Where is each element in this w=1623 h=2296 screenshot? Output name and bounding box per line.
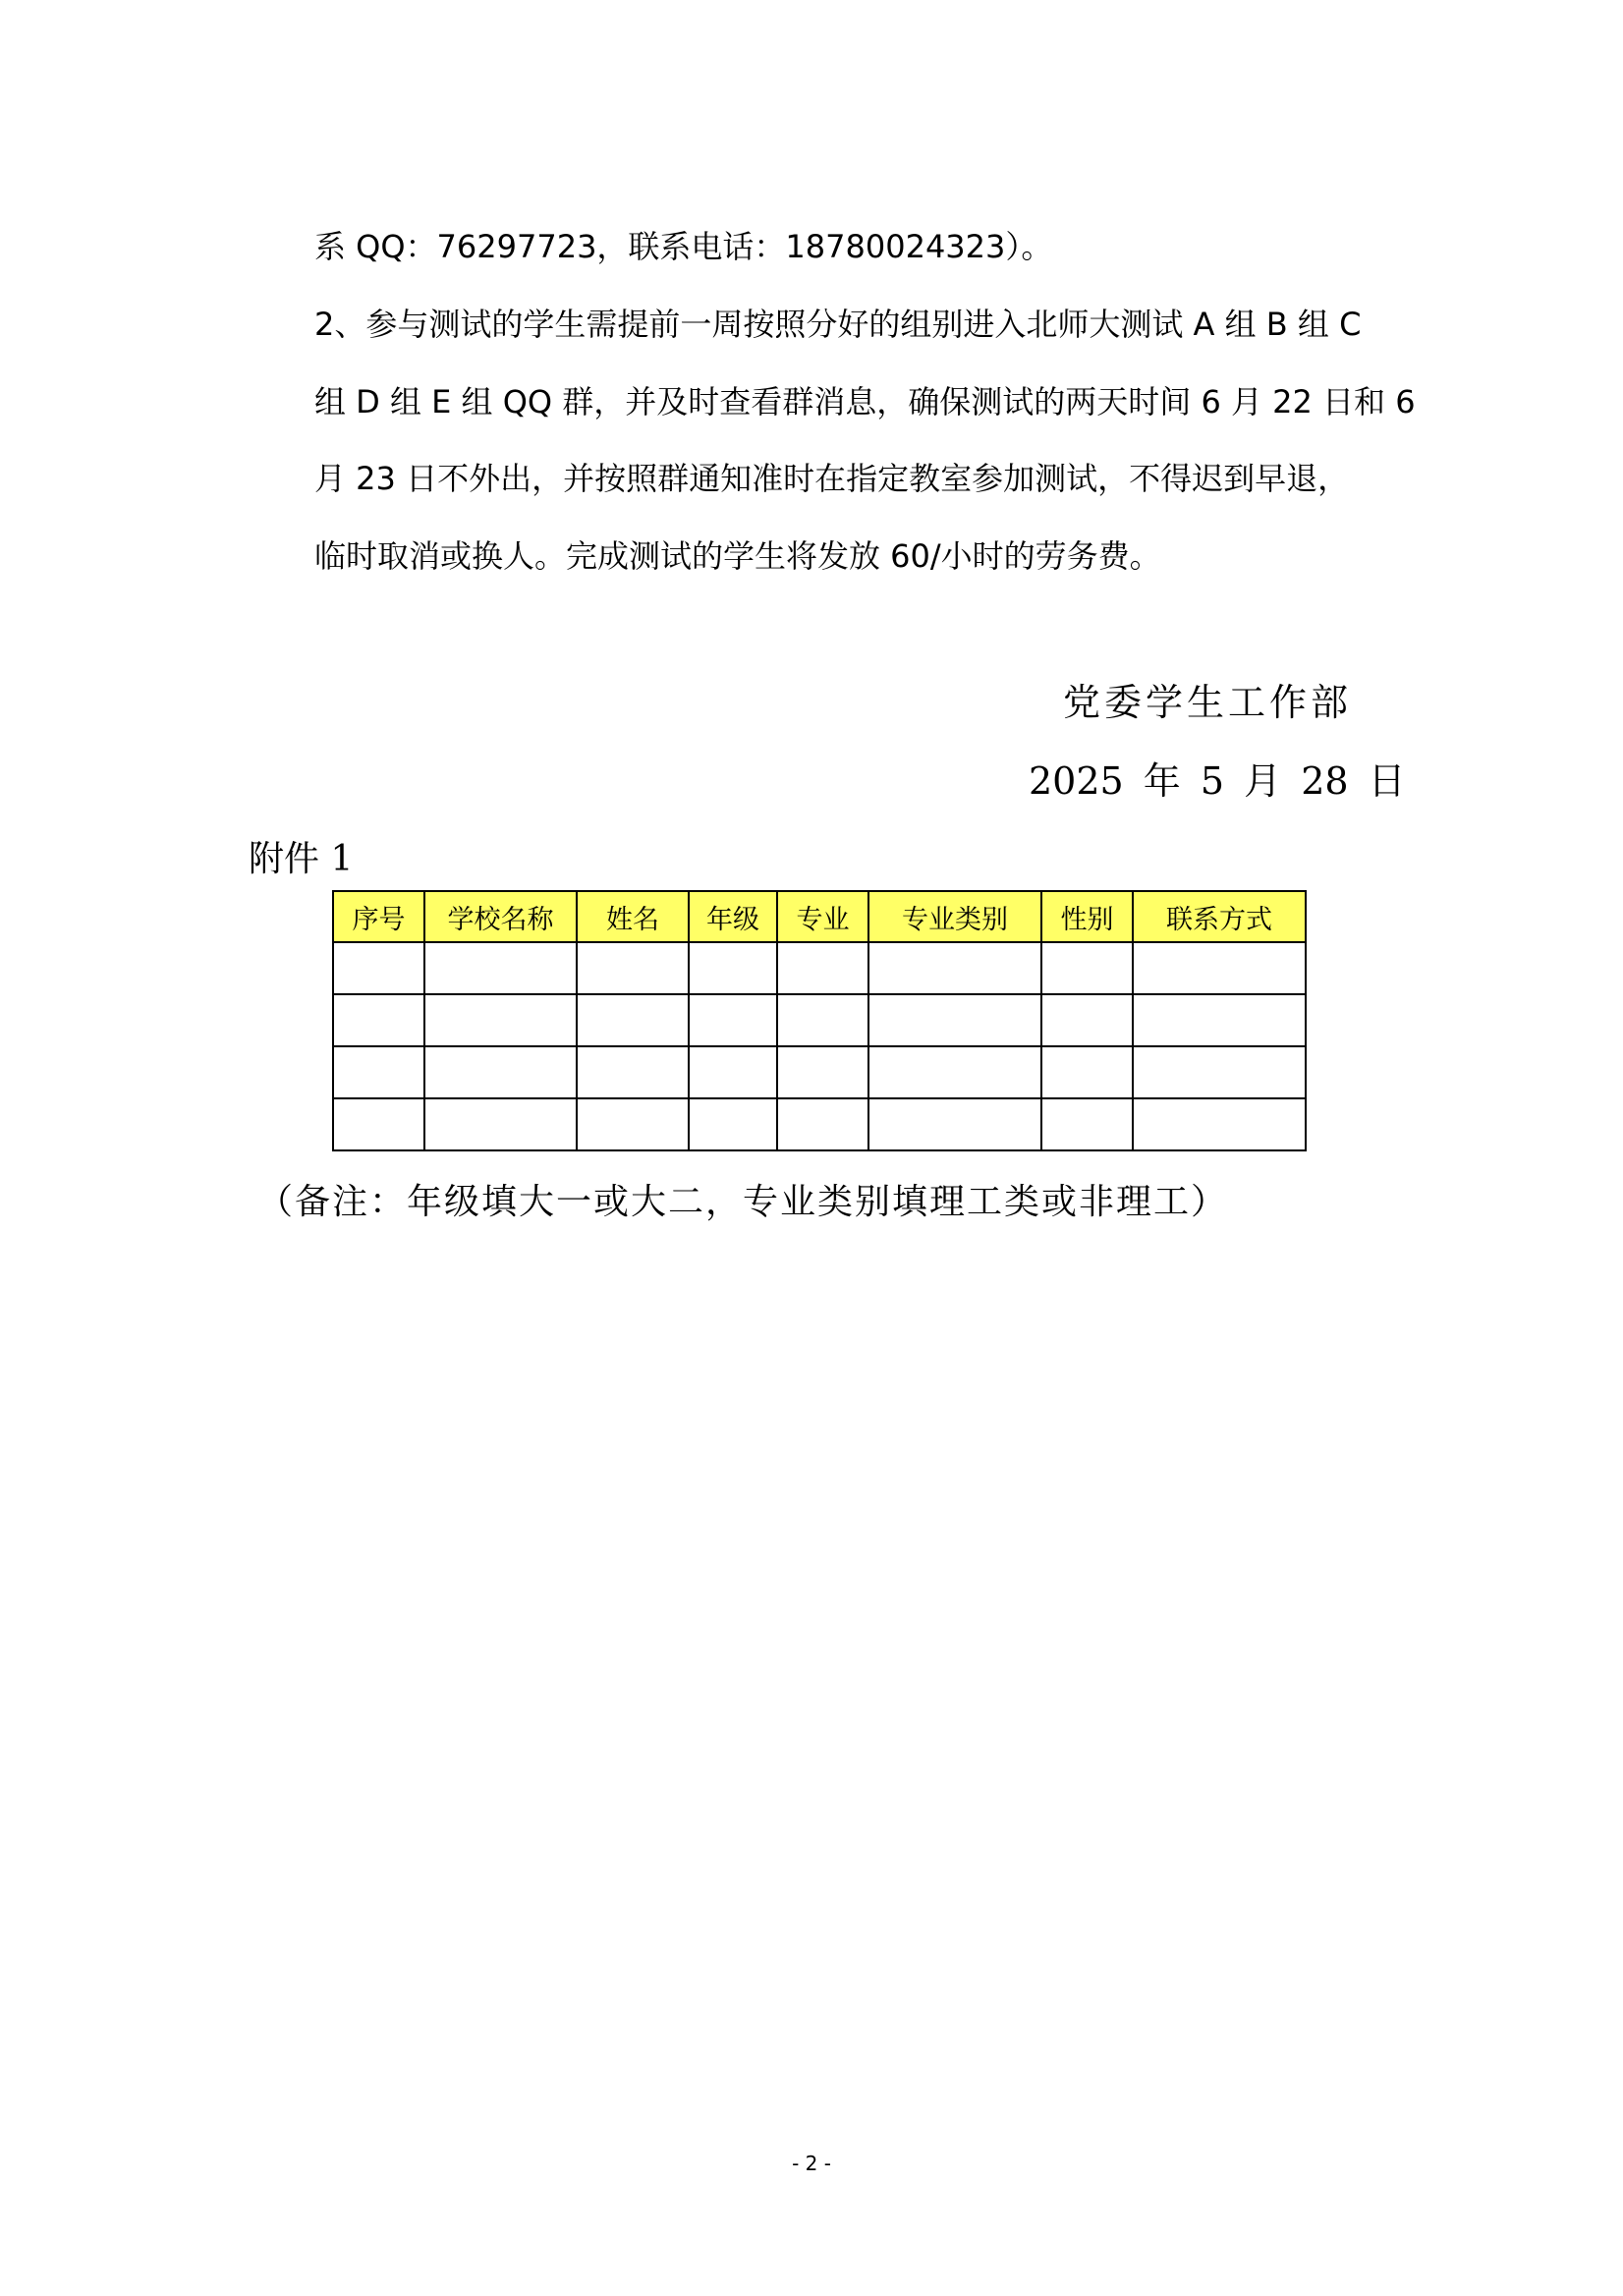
table-cell <box>777 942 868 994</box>
table-cell <box>1041 1098 1133 1150</box>
table-cell <box>577 994 689 1046</box>
table-header-row <box>333 891 1306 942</box>
header-grade: 年级 <box>689 891 777 942</box>
table-cell <box>577 1098 689 1150</box>
attachment-label: 附件 1 <box>249 839 354 879</box>
table-row <box>333 994 1306 1046</box>
body-line-3: 组 D 组 E 组 QQ 群，并及时查看群消息，确保测试的两天时间 6 月 22 日和 6 <box>314 383 1416 420</box>
header-major-category: 专业类别 <box>868 891 1041 942</box>
table-cell <box>1133 1098 1306 1150</box>
body-line-5: 临时取消或换人。完成测试的学生将发放 60/小时的劳务费。 <box>314 537 1161 575</box>
table-cell <box>333 994 424 1046</box>
registration-table <box>332 890 1307 1151</box>
table-cell <box>424 942 577 994</box>
table-cell <box>577 1046 689 1098</box>
table-cell <box>424 1046 577 1098</box>
table-cell <box>689 1098 777 1150</box>
table-cell <box>1041 994 1133 1046</box>
table-row <box>333 1046 1306 1098</box>
table-cell <box>424 1098 577 1150</box>
table-cell <box>333 942 424 994</box>
signature-org: 党委学生工作部 <box>1063 681 1353 724</box>
table-cell <box>689 942 777 994</box>
body-line-4: 月 23 日不外出，并按照群通知准时在指定教室参加测试，不得迟到早退， <box>314 460 1350 497</box>
table-cell <box>424 994 577 1046</box>
header-gender: 性别 <box>1041 891 1133 942</box>
table-cell <box>868 994 1041 1046</box>
table-body <box>333 942 1306 1150</box>
table-cell <box>1133 994 1306 1046</box>
table-cell <box>777 1046 868 1098</box>
table-cell <box>1133 1046 1306 1098</box>
table-cell <box>333 1098 424 1150</box>
table-cell <box>689 1046 777 1098</box>
table-cell <box>868 1046 1041 1098</box>
header-contact: 联系方式 <box>1133 891 1306 942</box>
table-cell <box>577 942 689 994</box>
table-cell <box>333 1046 424 1098</box>
header-school: 学校名称 <box>424 891 577 942</box>
header-major: 专业 <box>777 891 868 942</box>
signature-date: 2025 年 5 月 28 日 <box>1029 759 1406 803</box>
header-name: 姓名 <box>577 891 689 942</box>
table-cell <box>868 942 1041 994</box>
table-cell <box>868 1098 1041 1150</box>
table-cell <box>689 994 777 1046</box>
table-row <box>333 942 1306 994</box>
table-note: （备注：年级填大一或大二，专业类别填理工类或非理工） <box>257 1182 1229 1222</box>
page-number: - 2 - <box>792 2152 831 2175</box>
header-serial: 序号 <box>333 891 424 942</box>
body-line-1: 系 QQ：76297723，联系电话：18780024323）。 <box>314 228 1053 265</box>
table-cell <box>1041 1046 1133 1098</box>
table-cell <box>1041 942 1133 994</box>
table-cell <box>777 1098 868 1150</box>
table-cell <box>1133 942 1306 994</box>
table-cell <box>777 994 868 1046</box>
table-row <box>333 1098 1306 1150</box>
body-line-2: 2、参与测试的学生需提前一周按照分好的组别进入北师大测试 A 组 B 组 C <box>314 306 1362 343</box>
